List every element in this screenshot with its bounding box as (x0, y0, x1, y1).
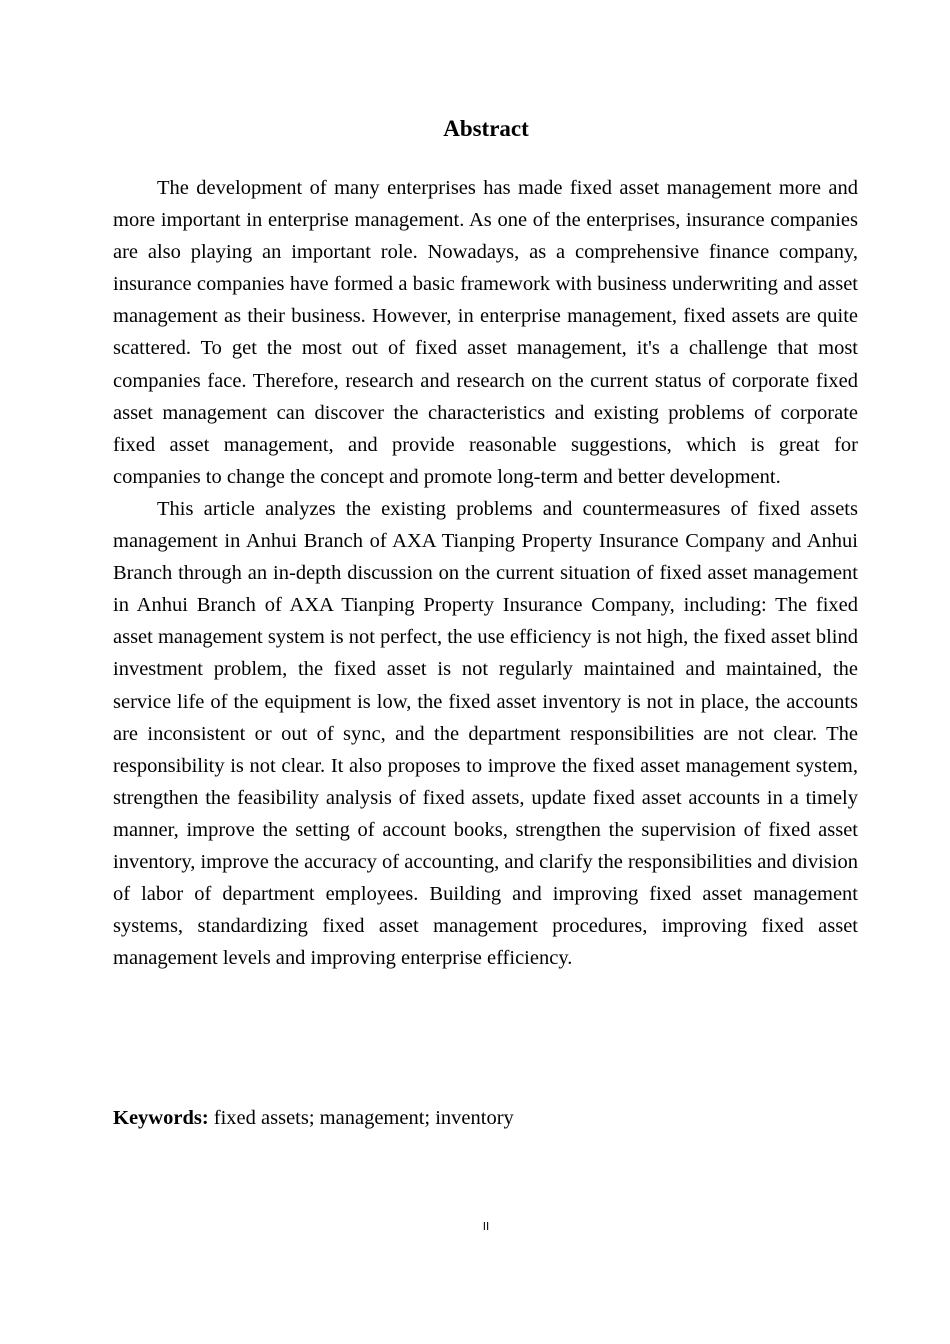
abstract-title: Abstract (443, 116, 529, 141)
keywords-label: Keywords: (113, 1107, 209, 1129)
abstract-paragraph-2: This article analyzes the existing problems and countermeasures of fixed assets management in Anhui Branch of AXA Tianping Property Insurance Company and Anhui Branch through an in-depth discussion on the current situation of fixed asset management in Anhui Branch of AXA Tianping Property Insurance Company, including: The fixed asset management system is not perfect, the use efficiency is not high, the fixed asset blind investment problem, the fixed asset is not regularly maintained and maintained, the service life of the equipment is low, the fixed asset inventory is not in place, the accounts are inconsistent or out of sync, and the department responsibilities are not clear. The responsibility is not clear. It also proposes to improve the fixed asset management system, strengthen the feasibility analysis of fixed assets, update fixed asset accounts in a timely manner, improve the setting of account books, strengthen the supervision of fixed asset inventory, improve the accuracy of accounting, and clarify the responsibilities and division of labor of department employees. Building and improving fixed asset management systems, standardizing fixed asset management procedures, improving fixed asset management levels and improving enterprise efficiency. (113, 497, 858, 970)
keywords-text: fixed assets; management; inventory (213, 1107, 514, 1129)
keywords-line (113, 1102, 858, 1134)
abstract-body (113, 172, 858, 974)
page-number: II (482, 1220, 490, 1233)
abstract-paragraph-1: The development of many enterprises has made fixed asset management more and more important in enterprise management. As one of the enterprises, insurance companies are also playing an important role. Nowadays, as a comprehensive finance company, insurance companies have formed a basic framework with business underwriting and asset management as their business. However, in enterprise management, fixed assets are quite scattered. To get the most out of fixed asset management, it's a challenge that most companies face. Therefore, research and research on the current status of corporate fixed asset management can discover the characteristics and existing problems of corporate fixed asset management, and provide reasonable suggestions, which is great for companies to change the concept and promote long-term and better development. (113, 177, 858, 488)
